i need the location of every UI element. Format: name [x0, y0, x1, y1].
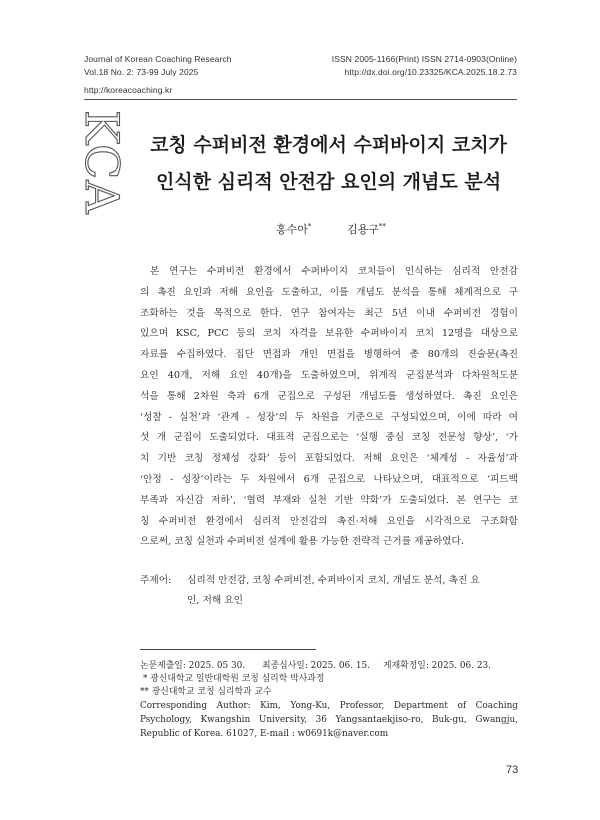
abstract-line: 섯 개 군집이 도출되었다. 대표적 군집으로는 ‘실행 중심 코칭 전문성 향상’, ‘가 — [140, 432, 518, 444]
received-date: 논문제출일: 2025. 05 30. — [140, 661, 246, 671]
keywords-label: 주제어: — [140, 575, 172, 586]
footnote-rule — [140, 649, 316, 650]
website-link[interactable]: http://koreacoaching.kr — [84, 85, 173, 95]
abstract-line: 의 촉진 요인과 저해 요인을 도출하고, 이를 개념도 분석을 통해 체계적으로 구 — [140, 286, 518, 298]
corresponding-author-line1: Corresponding Author: Kim, Yong-Ku, Professor, Department of Coaching — [140, 701, 518, 711]
volume-info: Vol.18 No. 2: 73-99 July 2025 — [84, 67, 199, 77]
issn: ISSN 2005-1166(Print) ISSN 2714-0903(Online) — [331, 54, 517, 64]
submission-dates — [140, 660, 518, 673]
author-1: 홍수아* — [276, 222, 312, 236]
abstract-line: ‘안정 - 성장’이라는 두 차원에서 6개 군집으로 나타났으며, 대표적으로 ‘피드백 — [140, 473, 518, 485]
abstract-line: 부족과 자신감 저하’, ‘협력 부재와 실천 기반 약화’가 도출되었다. 본 연구는 코 — [140, 494, 518, 506]
abstract — [140, 262, 518, 553]
accepted-date: 게재확정일: 2025. 06. 23. — [383, 661, 491, 671]
reviewed-date: 최종심사일: 2025. 06. 15. — [262, 661, 370, 671]
abstract-line: 석을 통해 2차원 축과 6개 군집으로 구성된 개념도를 생성하였다. 촉진 요인은 — [140, 390, 518, 402]
kca-logo — [72, 106, 132, 236]
abstract-line: 치 기반 코칭 정체성 강화’ 등이 포함되었다. 저해 요인은 ‘체계성 - 자율성’과 — [140, 453, 518, 465]
abstract-line: 있으며 KSC, PCC 등의 코치 자격을 보유한 수퍼바이지 코치 12명을 대상으로 — [140, 328, 518, 340]
corresponding-author-line2: Psychology, Kwangshin University, 36 Yangsantaekjiso-ro, Buk-gu, Gwangju, — [140, 715, 518, 725]
keywords-line1: 심리적 안전감, 코칭 수퍼비전, 수퍼바이지 코치, 개념도 분석, 촉진 요 — [187, 575, 480, 586]
doi-link[interactable]: http://dx.doi.org/10.23325/KCA.2025.18.2.73 — [344, 67, 517, 77]
kca-logo-text: KCA — [75, 110, 129, 215]
abstract-line: 요인 40개, 저해 요인 40개)을 도출하였으며, 위계적 군집분석과 다차원척도분 — [140, 369, 518, 381]
page-number: 73 — [506, 764, 519, 776]
paper-title-line1: 코칭 수퍼비전 환경에서 수퍼바이지 코치가 — [150, 134, 507, 156]
abstract-line: 칭 수퍼비전 환경에서 심리적 안전감의 촉진·저해 요인을 시각적으로 구조화함 — [140, 515, 518, 527]
abstract-line: 자료를 수집하였다. 집단 면접과 개인 면접을 병행하여 총 80개의 진술문(촉진 — [140, 349, 518, 361]
affiliation-1: * 광신대학교 일반대학원 코칭 심리학 박사과정 — [143, 674, 325, 684]
abstract-line: 으로써, 코칭 실천과 수퍼비전 설계에 활용 가능한 전략적 근거를 제공하였다. — [140, 536, 464, 548]
journal-name: Journal of Korean Coaching Research — [84, 54, 232, 64]
abstract-line: 조화하는 것을 목적으로 한다. 연구 참여자는 최근 5년 이내 수퍼비전 경험이 — [140, 307, 518, 319]
corresponding-author-line3: Republic of Korea. 61027, E-mail : w0691k@naver.com — [140, 729, 389, 739]
keywords-line2: 인, 저해 요인 — [187, 595, 244, 606]
abstract-line: ‘성찰 - 실천’과 ‘관계 - 성장’의 두 차원을 기준으로 구성되었으며, 이에 따라 여 — [140, 411, 518, 423]
affiliation-2: ** 광신대학교 코칭 심리학과 교수 — [140, 687, 272, 697]
author-2: 김용구** — [347, 222, 386, 236]
header-rule — [84, 99, 517, 100]
abstract-line: 본 연구는 수퍼비전 환경에서 수퍼바이지 코치들이 인식하는 심리적 안전감 — [150, 266, 518, 277]
paper-title-line2: 인식한 심리적 안전감 요인의 개념도 분석 — [155, 171, 502, 193]
